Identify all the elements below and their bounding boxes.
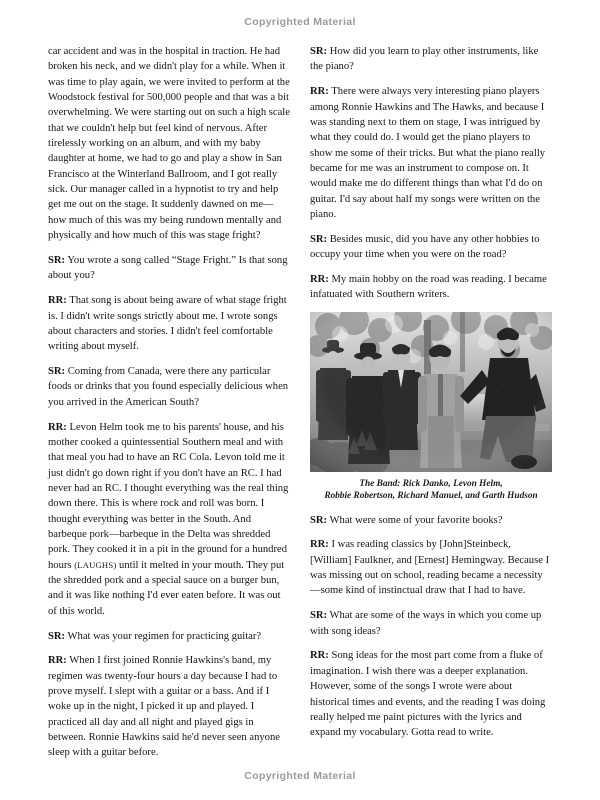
paragraph (48, 253, 290, 284)
paragraph-text: There were always very interesting piano players among Ronnie Hawkins and The Hawks, and because I was standing next to them on stage, I was intrigued by what they could do. I would get the piano players to show me some of their tricks. But what the piano really became for me was an instrument to compose on. It would make me do different things than what I'd do on guitar. I'd say about half my songs were written on the piano. (310, 86, 546, 220)
paragraph-text: That song is about being aware of what stage fright is. I didn't write songs strictly about me. I wrote songs about characters and stories. I didn't feel comfortable writing about myself. (48, 295, 287, 353)
paragraph (310, 84, 552, 222)
paragraph-text: Levon Helm took me to his parents' house, and his mother cooked a quintessential Southern meal and with that meal you had to have an RC Cola. Levon told me it just didn't go down right if you don't have an RC. I had never had an RC. I thought everything was the real thing down there. This is where rock and roll was born. I thought everything was better in the South. And barbeque pork—barbeque in the Delta was shredded pork. They cooked it in a pit in the ground for a hundred hours (48, 421, 289, 571)
speaker-label: RR: (310, 650, 329, 662)
paragraph (310, 44, 552, 75)
page-content (48, 44, 552, 759)
speaker-label: RR: (48, 655, 67, 667)
paragraph (48, 420, 290, 619)
speaker-label: SR: (310, 610, 328, 622)
watermark-bottom: Copyrighted Material (244, 770, 356, 782)
two-column-layout (48, 44, 552, 761)
photo-caption (310, 478, 552, 502)
photo-caption-line-1: The Band: Rick Danko, Levon Helm, (359, 479, 503, 490)
paragraph (310, 648, 552, 740)
paragraph-text-continued: until it melted in your mouth. They put the shredded pork and a special sauce on a burger bun, and it was like nothing I'd ever eaten before. It was out of this world. (48, 559, 285, 617)
paragraph-text: When I first joined Ronnie Hawkins's band, my regimen was twenty-four hours a day because I had to prove myself. I slept with a guitar or a bass. And if I woke up in the night, I picked it up and played. I practiced all day and all night and played gigs in between. Ronnie Hawkins said he'd never seen anyone sleep with a guitar before. (48, 655, 280, 759)
paragraph (48, 293, 290, 354)
speaker-label: SR: (310, 46, 328, 57)
speaker-label: RR: (48, 421, 67, 433)
paragraph (310, 272, 552, 303)
paragraph-text: I was reading classics by [John]Steinbeck, [William] Faulkner, and [Ernest] Hemingway. Because I was missing out on school, reading became a necessity—some kind of instinctual draw that I had to have. (310, 539, 550, 597)
speaker-label: RR: (310, 273, 329, 285)
band-group-photograph (310, 312, 552, 472)
paragraph-text: You wrote a song called “Stage Fright.” Is that song about you? (48, 254, 288, 282)
speaker-label: SR: (310, 514, 328, 526)
photo-caption-line-2: Robbie Robertson, Richard Manuel, and Garth Hudson (324, 491, 538, 502)
stage-direction-laughs: (LAUGHS) (74, 559, 117, 570)
paragraph-text: My main hobby on the road was reading. I became infatuated with Southern writers. (310, 273, 547, 301)
speaker-label: RR: (48, 295, 67, 307)
paragraph-text: What was your regimen for practicing guitar? (65, 630, 262, 642)
speaker-label: SR: (48, 630, 66, 642)
speaker-label: SR: (48, 366, 66, 378)
right-column (310, 44, 552, 761)
paragraph (48, 653, 290, 760)
band-photo-figure (310, 312, 552, 502)
speaker-label: RR: (310, 539, 329, 551)
paragraph-text: Coming from Canada, were there any particular foods or drinks that you found especially delicious when you arrived in the American South? (48, 366, 289, 408)
paragraph-text: How did you learn to play other instruments, like the piano? (310, 46, 539, 73)
left-column (48, 44, 290, 761)
paragraph-text: Song ideas for the most part come from a fluke of imagination. I wish there was a deeper explanation. However, some of the songs I wrote were about historical times and events, and the reading I was doing really helped me paint pictures with the lyrics and expand my vocabulary. Gotta read to write. (310, 650, 546, 739)
paragraph (48, 629, 290, 644)
speaker-label: SR: (310, 233, 328, 245)
paragraph-text: What are some of the ways in which you come up with song ideas? (310, 610, 542, 637)
paragraph (310, 513, 552, 528)
paragraph (48, 44, 290, 243)
paragraph-text: car accident and was in the hospital in traction. He had broken his neck, and we didn't play for a while. When it was time to play again, we were invited to perform at the Woodstock festival for 500,000 people and that was a bit overwhelming. We were starting out on such a high scale that we couldn't help but feel kind of nervous. After tirelessly working on an album, and with my baby daughter at home, we had to go and play a show in San Francisco at the Winterland Ballroom, and I got really sick. Our manager called in a hypnotist to try and help get me out on the stage. It suddenly dawned on me—how much of this was my being rundown mentally and physically and how much of this was stage fright? (48, 46, 290, 242)
paragraph (48, 364, 290, 410)
paragraph-text: Besides music, did you have any other hobbies to occupy your time when you were on the road? (310, 233, 540, 261)
paragraph (310, 537, 552, 598)
speaker-label: RR: (310, 86, 329, 98)
paragraph (310, 608, 552, 639)
watermark-top: Copyrighted Material (244, 16, 356, 28)
speaker-label: SR: (48, 254, 66, 266)
paragraph (310, 232, 552, 263)
paragraph-text: What were some of your favorite books? (327, 514, 503, 526)
